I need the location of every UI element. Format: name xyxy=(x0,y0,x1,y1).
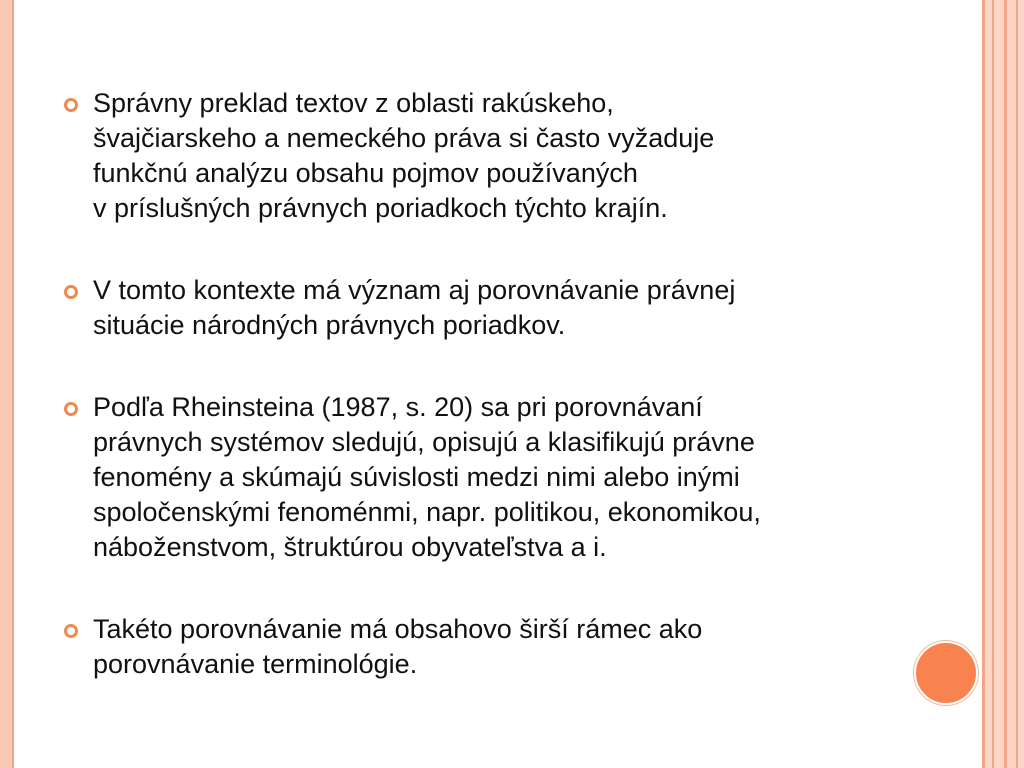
slide-body xyxy=(64,86,884,729)
bullet-text-line: Takéto porovnávanie má obsahovo širší rámec ako xyxy=(93,614,703,644)
bullet-text-line: náboženstvom, štruktúrou obyvateľstva a i. xyxy=(93,532,607,562)
right-frame-stripe xyxy=(1016,0,1018,768)
bullet-item xyxy=(64,390,884,565)
bullet-text-line: švajčiarskeho a nemeckého práva si často vyžaduje xyxy=(93,123,715,153)
bullet-item xyxy=(64,86,884,226)
bullet-text-line: v príslušných právnych poriadkoch týchto krajín. xyxy=(93,193,668,223)
bullet-item xyxy=(64,273,884,343)
right-frame-stripe xyxy=(992,0,994,768)
bullet-text-line: právnych systémov sledujú, opisujú a klasifikujú právne xyxy=(93,427,755,457)
decorative-circle xyxy=(914,641,978,705)
bullet-ring-icon xyxy=(64,285,78,299)
bullet-text-line: spoločenskými fenoménmi, napr. politikou, ekonomikou, xyxy=(93,497,761,527)
right-frame-stripe xyxy=(982,0,985,768)
bullet-ring-icon xyxy=(64,624,78,638)
bullet-text-line: porovnávanie terminológie. xyxy=(93,649,418,679)
left-frame-band xyxy=(0,0,12,768)
bullet-text-line: fenomény a skúmajú súvislosti medzi nimi alebo inými xyxy=(93,462,740,492)
left-frame-line xyxy=(12,0,14,768)
bullet-item xyxy=(64,612,884,682)
right-frame-band xyxy=(982,0,1024,768)
right-frame-stripe xyxy=(1004,0,1007,768)
bullet-text-line: funkčnú analýzu obsahu pojmov používaných xyxy=(93,158,638,188)
bullet-ring-icon xyxy=(64,402,78,416)
bullet-ring-icon xyxy=(64,98,78,112)
bullet-text-line: Správny preklad textov z oblasti rakúskeho, xyxy=(93,88,614,118)
bullet-text-line: V tomto kontexte má význam aj porovnávanie právnej xyxy=(93,275,736,305)
bullet-text-line: Podľa Rheinsteina (1987, s. 20) sa pri porovnávaní xyxy=(93,392,703,422)
bullet-text-line: situácie národných právnych poriadkov. xyxy=(93,310,566,340)
